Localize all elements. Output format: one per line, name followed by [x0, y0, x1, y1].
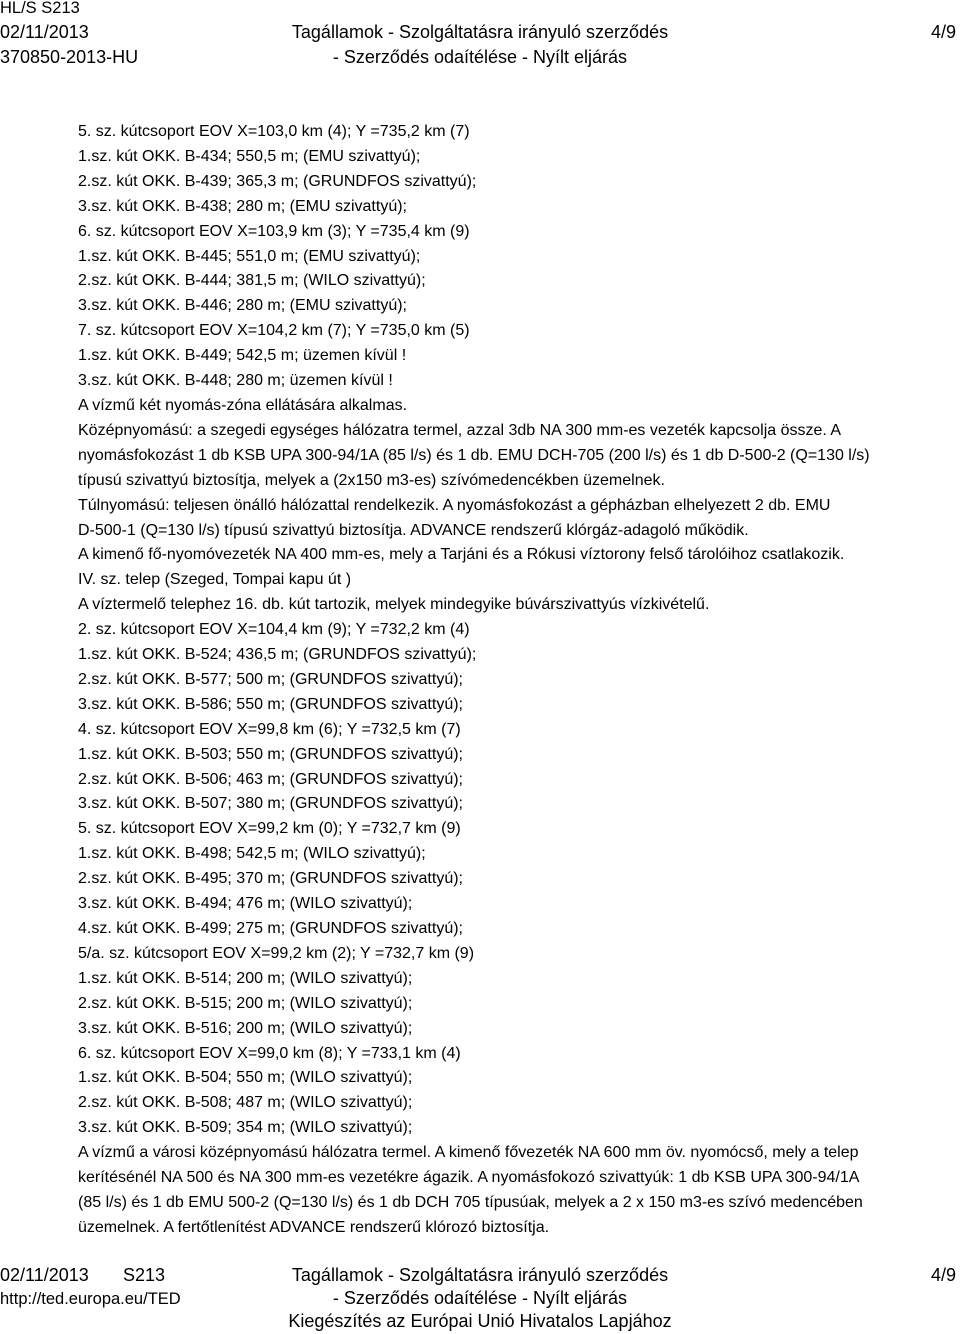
text-line: 3.sz. kút OKK. B-438; 280 m; (EMU szivattyú);: [78, 197, 407, 215]
header-date: 02/11/2013: [0, 22, 89, 42]
text-line: 3.sz. kút OKK. B-586; 550 m; (GRUNDFOS szivattyú);: [78, 695, 463, 713]
footer-url-link[interactable]: http://ted.europa.eu/TED: [0, 1290, 181, 1308]
text-line: 1.sz. kút OKK. B-498; 542,5 m; (WILO szivattyú);: [78, 845, 426, 863]
text-line: A víztermelő telephez 16. db. kút tartozik, melyek mindegyike búvárszivattyús vízkivételű.: [78, 596, 710, 614]
text-line: 1.sz. kút OKK. B-434; 550,5 m; (EMU szivattyú);: [78, 147, 421, 165]
header-reference: 370850-2013-HU: [0, 47, 139, 67]
text-line: típusú szivattyú biztosítja, melyek a (2x150 m3-es) szívómedencékben üzemelnek.: [78, 471, 665, 489]
footer-title-line3: Kiegészítés az Európai Unió Hivatalos Lapjához: [288, 1311, 672, 1331]
text-line: nyomásfokozást 1 db KSB UPA 300-94/1A (85 l/s) és 1 db. EMU DCH-705 (200 l/s) és 1 db D-500-2 (Q=130 l/s): [78, 446, 870, 464]
text-line: 3.sz. kút OKK. B-509; 354 m; (WILO szivattyú);: [78, 1119, 413, 1137]
footer-title-line2: - Szerződés odaítélése - Nyílt eljárás: [332, 1288, 628, 1308]
page-header: [0, 0, 960, 72]
text-line: 4. sz. kútcsoport EOV X=99,8 km (6); Y =732,5 km (7): [78, 720, 461, 738]
text-line: 3.sz. kút OKK. B-516; 200 m; (WILO szivattyú);: [78, 1019, 413, 1037]
text-line: IV. sz. telep (Szeged, Tompai kapu út ): [78, 571, 352, 589]
text-line: 2.sz. kút OKK. B-444; 381,5 m; (WILO szivattyú);: [78, 272, 426, 290]
text-line: üzemelnek. A fertőtlenítést ADVANCE rendszerű klórozó biztosítja.: [78, 1218, 550, 1236]
text-line: 3.sz. kút OKK. B-494; 476 m; (WILO szivattyú);: [78, 895, 413, 913]
text-line: 2.sz. kút OKK. B-506; 463 m; (GRUNDFOS szivattyú);: [78, 770, 463, 788]
document-body: [78, 120, 958, 1241]
text-line: 7. sz. kútcsoport EOV X=104,2 km (7); Y =735,0 km (5): [78, 322, 470, 340]
text-line: 1.sz. kút OKK. B-504; 550 m; (WILO szivattyú);: [78, 1069, 413, 1087]
text-line: 2.sz. kút OKK. B-577; 500 m; (GRUNDFOS szivattyú);: [78, 670, 463, 688]
text-line: 3.sz. kút OKK. B-448; 280 m; üzemen kívül !: [78, 372, 393, 390]
text-line: Középnyomású: a szegedi egységes hálózatra termel, azzal 3db NA 300 mm-es vezeték kapcsolja össze. A: [78, 421, 842, 439]
header-title-line1: Tagállamok - Szolgáltatásra irányuló szerződés: [291, 22, 669, 42]
footer-code: S213: [123, 1265, 166, 1285]
text-line: A kimenő fő-nyomóvezeték NA 400 mm-es, mely a Tarjáni és a Rókusi víztorony felső tárolóihoz csatlakozik.: [78, 546, 845, 564]
footer-date: 02/11/2013: [0, 1265, 89, 1285]
text-line: 5. sz. kútcsoport EOV X=99,2 km (0); Y =732,7 km (9): [78, 820, 461, 838]
text-line: D-500-1 (Q=130 l/s) típusú szivattyú biztosítja. ADVANCE rendszerű klórgáz-adagoló működik.: [78, 521, 749, 539]
text-line: 2.sz. kút OKK. B-439; 365,3 m; (GRUNDFOS szivattyú);: [78, 172, 477, 190]
text-line: 2.sz. kút OKK. B-515; 200 m; (WILO szivattyú);: [78, 994, 413, 1012]
text-line: 1.sz. kút OKK. B-445; 551,0 m; (EMU szivattyú);: [78, 247, 421, 265]
text-line: 1.sz. kút OKK. B-503; 550 m; (GRUNDFOS szivattyú);: [78, 745, 463, 763]
footer-title-line1: Tagállamok - Szolgáltatásra irányuló szerződés: [291, 1265, 669, 1285]
text-line: 3.sz. kút OKK. B-507; 380 m; (GRUNDFOS szivattyú);: [78, 795, 463, 813]
text-line: 6. sz. kútcsoport EOV X=99,0 km (8); Y =733,1 km (4): [78, 1044, 461, 1062]
text-line: 3.sz. kút OKK. B-446; 280 m; (EMU szivattyú);: [78, 297, 407, 315]
header-doc-id: HL/S S213: [0, 0, 80, 17]
text-line: 4.sz. kút OKK. B-499; 275 m; (GRUNDFOS szivattyú);: [78, 920, 463, 937]
header-title-line2: - Szerződés odaítélése - Nyílt eljárás: [332, 47, 628, 67]
text-line: 1.sz. kút OKK. B-449; 542,5 m; üzemen kívül !: [78, 347, 407, 365]
page-footer: [0, 1264, 960, 1334]
text-line: 2.sz. kút OKK. B-495; 370 m; (GRUNDFOS szivattyú);: [78, 870, 463, 888]
text-line: (85 l/s) és 1 db EMU 500-2 (Q=130 l/s) és 1 db DCH 705 típusúak, melyek a 2 x 150 m3-es szívó medencében: [78, 1193, 863, 1211]
text-line: 6. sz. kútcsoport EOV X=103,9 km (3); Y =735,4 km (9): [78, 222, 470, 240]
text-line: 1.sz. kút OKK. B-524; 436,5 m; (GRUNDFOS szivattyú);: [78, 646, 477, 664]
header-page-number: 4/9: [930, 22, 956, 42]
text-line: 1.sz. kút OKK. B-514; 200 m; (WILO szivattyú);: [78, 969, 413, 987]
footer-page-number: 4/9: [930, 1265, 956, 1285]
text-line: A vízmű két nyomás-zóna ellátására alkalmas.: [78, 396, 408, 414]
text-line: 2. sz. kútcsoport EOV X=104,4 km (9); Y =732,2 km (4): [78, 621, 470, 639]
text-line: A vízmű a városi középnyomású hálózatra termel. A kimenő fővezeték NA 600 mm öv. nyomócső, mely a telep: [78, 1144, 859, 1162]
text-line: 2.sz. kút OKK. B-508; 487 m; (WILO szivattyú);: [78, 1094, 413, 1112]
text-line: 5. sz. kútcsoport EOV X=103,0 km (4); Y =735,2 km (7): [78, 123, 470, 140]
text-line: 5/a. sz. kútcsoport EOV X=99,2 km (2); Y =732,7 km (9): [78, 944, 475, 962]
text-line: kerítésénél NA 500 és NA 300 mm-es vezetékre ágazik. A nyomásfokozó szivattyúk: 1 db KSB UPA 300-94/1A: [78, 1169, 860, 1187]
text-line: Túlnyomású: teljesen önálló hálózattal rendelkezik. A nyomásfokozást a gépházban elhelyezett 2 db. EMU: [78, 496, 831, 514]
